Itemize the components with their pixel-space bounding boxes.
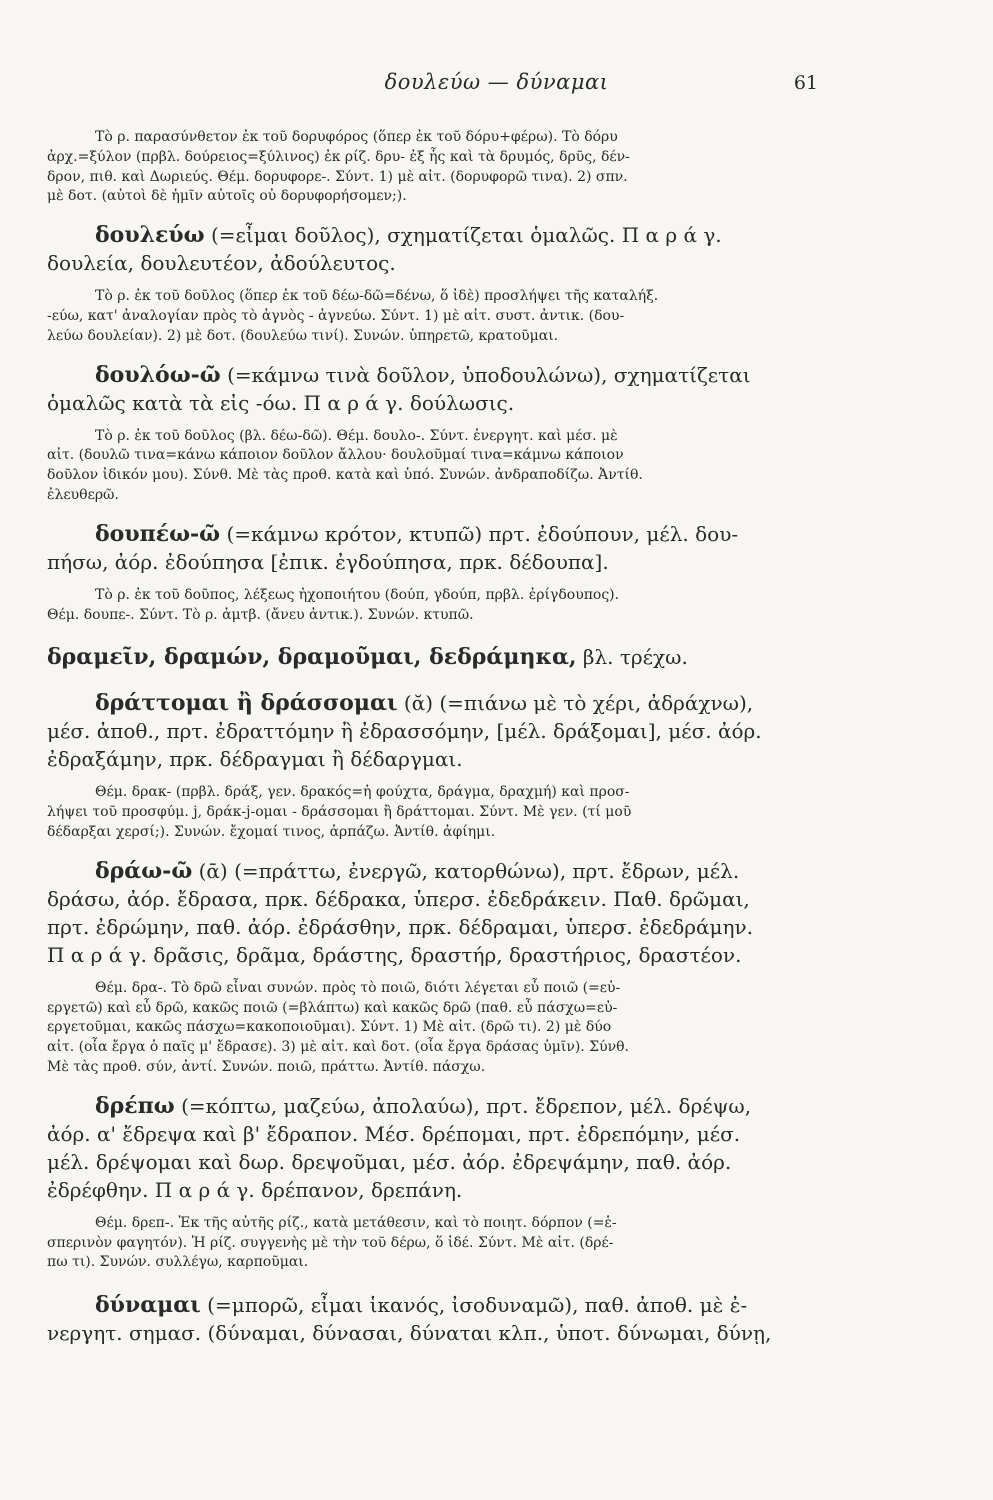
entry-text: (=κάμνω κρότον, κτυπῶ) πρτ. ἐδούπουν, μέλ. δου- [220, 521, 739, 546]
text-line: -εύω, κατ' ἀναλογίαν πρὸς τὸ ἁγνὸς - ἁγνεύω. Σύντ. 1) μὲ αἰτ. συστ. ἀντικ. (δου- [47, 307, 625, 324]
dictionary-entry [47, 221, 822, 277]
dictionary-entry [47, 1092, 822, 1204]
text-line [47, 1092, 822, 1120]
text-line [47, 520, 822, 548]
text-line: Θέμ. δρεπ-. Ἐκ τῆς αὐτῆς ρίζ., κατὰ μετάθεσιν, καὶ τὸ ποιητ. δόρπον (=ἑ- [95, 1214, 617, 1231]
text-line: αἰτ. (οἷα ἔργα ὁ παῖς μ' ἔδρασε). 3) μὲ αἰτ. καὶ δοτ. (οἷα ἔργα δράσας ὑμῖν). Σύνθ. [47, 1039, 629, 1056]
dictionary-entry [47, 1291, 822, 1347]
text-line: μέσ. ἀποθ., πρτ. ἐδραττόμην ἢ ἐδρασσόμην, [μέλ. δράξομαι], μέσ. ἀόρ. [47, 719, 762, 744]
entry-headword: δουλεύω [95, 222, 205, 249]
text-line: πρτ. ἐδρώμην, παθ. ἀόρ. ἐδράσθην, πρκ. δέδραμαι, ὑπερσ. ἐδεδράμην. [47, 914, 753, 939]
etymology-note [47, 979, 822, 1078]
entry-text: (=εἶμαι δοῦλος), σχηματίζεται ὁμαλῶς. Π α ρ ά γ. [204, 223, 722, 248]
text-line: νεργητ. σημασ. (δύναμαι, δύνασαι, δύναται κλπ., ὑποτ. δύνωμαι, δύνῃ, [47, 1321, 772, 1346]
text-line: ὁμαλῶς κατὰ τὰ εἰς -όω. Π α ρ ά γ. δούλωσις. [47, 390, 515, 415]
text-line: δράσω, ἀόρ. ἔδρασα, πρκ. δέδρακα, ὑπερσ. ἐδεδράκειν. Παθ. δρῶμαι, [47, 886, 750, 911]
entry-text: (=κόπτω, μαζεύω, ἀπολαύω), πρτ. ἔδρεπον, μέλ. δρέψω, [174, 1093, 752, 1118]
entry-text: βλ. τρέχω. [576, 645, 688, 670]
text-line: Τὸ ρ. ἐκ τοῦ δοῦπος, λέξεως ἠχοποιήτου (δούπ, γδούπ, πρβλ. ἐρίγδουπος). [95, 586, 620, 603]
entry-text: (ᾱ) (=πράττω, ἐνεργῶ, κατορθώνω), πρτ. ἔδρων, μέλ. [192, 858, 740, 883]
running-head: δουλεύω — δύναμαι [384, 70, 609, 94]
text-line: πω τι). Συνών. συλλέγω, καρποῦμαι. [47, 1254, 309, 1271]
entry-headword: δραμεῖν, δραμών, δραμοῦμαι, δεδράμηκα, [47, 644, 577, 671]
text-line: Θέμ. δουπε-. Σύντ. Τὸ ρ. ἀμτβ. (ἄνευ ἀντικ.). Συνών. κτυπῶ. [47, 606, 474, 623]
text-line: εργετῶ) καὶ εὖ δρῶ, κακῶς ποιῶ (=βλάπτω) καὶ κακῶς δρῶ (παθ. εὖ πάσχω=εὐ- [47, 999, 618, 1016]
text-line: λεύω δουλείαν). 2) μὲ δοτ. (δουλεύω τινί). Συνών. ὑπηρετῶ, κρατοῦμαι. [47, 327, 559, 344]
text-line: μὲ δοτ. (αὐτοὶ δὲ ἡμῖν αὐτοῖς οὐ δορυφορήσομεν;). [47, 188, 407, 205]
text-line: Τὸ ρ. παρασύνθετον ἐκ τοῦ δορυφόρος (ὅπερ ἐκ τοῦ δόρυ+φέρω). Τὸ δόρυ [95, 129, 618, 145]
text-line [47, 221, 822, 249]
text-line: λήψει τοῦ προσφύμ. j, δράκ-j-ομαι - δράσσομαι ἢ δράττομαι. Σύντ. Μὲ γεν. (τί μοῦ [47, 804, 632, 821]
text-line: Θέμ. δρακ- (πρβλ. δράξ, γεν. δρακός=ἡ φούχτα, δράγμα, δραχμή) καὶ προσ- [95, 784, 630, 801]
text-line [47, 643, 822, 671]
entry-text: (=κάμνω τινὰ δοῦλον, ὑποδουλώνω), σχηματίζεται [220, 362, 751, 387]
dictionary-entry [47, 643, 822, 671]
dictionary-entry [47, 857, 822, 969]
entry-headword: δουπέω-ῶ [95, 520, 221, 547]
text-line: δρον, πιθ. καὶ Δωριεύς. Θέμ. δορυφορε-. Σύντ. 1) μὲ αἰτ. (δορυφορῶ τινα). 2) σπν. [47, 168, 628, 185]
text-line: αἰτ. (δουλῶ τινα=κάνω κάποιον δοῦλον ἄλλου· δουλοῦμαί τινα=κάμνω κάποιον [47, 447, 624, 464]
entry-headword: δράττομαι ἢ δράσσομαι [95, 690, 398, 717]
text-line: σπερινὸν φαγητόν). Ἡ ρίζ. συγγενὴς μὲ τὴν τοῦ δέρω, ὅ ἰδέ. Σύντ. Μὲ αἰτ. (δρέ- [47, 1234, 614, 1251]
etymology-note [47, 427, 822, 506]
text-line: μέλ. δρέψομαι καὶ δωρ. δρεψοῦμαι, μέσ. ἀόρ. ἐδρεψάμην, παθ. ἀόρ. [47, 1149, 732, 1174]
entry-headword: δουλόω-ῶ [95, 361, 221, 388]
text-line [47, 1291, 822, 1319]
text-line: ἐδραξάμην, πρκ. δέδραγμαι ἢ δέδαργμαι. [47, 747, 463, 772]
text-line [47, 857, 822, 885]
text-line: ἀόρ. α' ἔδρεψα καὶ β' ἔδραπον. Μέσ. δρέπομαι, πρτ. ἐδρεπόμην, μέσ. [47, 1121, 741, 1146]
text-line: ἐλευθερῶ. [47, 486, 119, 503]
entry-text: (=μπορῶ, εἶμαι ἱκανός, ἰσοδυναμῶ), παθ. ἀποθ. μὲ ἐ- [200, 1293, 748, 1318]
entry-headword: δύναμαι [95, 1292, 201, 1319]
text-line: δουλεία, δουλευτέον, ἀδούλευτος. [47, 251, 396, 276]
etymology-note [47, 586, 822, 626]
dictionary-entry [47, 689, 822, 773]
dictionary-entry [47, 520, 822, 576]
text-line: Τὸ ρ. ἐκ τοῦ δοῦλος (βλ. δέω-δῶ). Θέμ. δουλο-. Σύντ. ἐνεργητ. καὶ μέσ. μὲ [95, 427, 618, 444]
text-line: εργετοῦμαι, κακῶς πάσχω=κακοποιοῦμαι). Σύντ. 1) Μὲ αἰτ. (δρῶ τι). 2) μὲ δύο [47, 1019, 612, 1036]
text-line: Π α ρ ά γ. δρᾶσις, δρᾶμα, δράστης, δραστήρ, δραστήριος, δραστέον. [47, 942, 742, 967]
etymology-note [47, 128, 822, 207]
etymology-note [47, 783, 822, 842]
dictionary-entry [47, 361, 822, 417]
page-number: 61 [793, 72, 818, 94]
text-line [47, 361, 822, 389]
text-line: δοῦλον ἰδικόν μου). Σύνθ. Μὲ τὰς προθ. κατὰ καὶ ὑπό. Συνών. ἀνδραποδίζω. Ἀντίθ. [47, 467, 643, 484]
text-line: δέδαρξαι χερσί;). Συνών. ἔχομαί τινος, ἁρπάζω. Ἀντίθ. ἀφίημι. [47, 823, 496, 840]
text-line: Μὲ τὰς προθ. σύν, ἀντί. Συνών. ποιῶ, πράττω. Ἀντίθ. πάσχω. [47, 1058, 486, 1075]
text-line: Τὸ ρ. ἐκ τοῦ δοῦλος (ὅπερ ἐκ τοῦ δέω-δῶ=δένω, ὅ ἰδὲ) προσλήψει τῆς καταλήξ. [95, 288, 659, 305]
etymology-note [47, 1214, 822, 1273]
entry-headword: δρέπω [95, 1092, 175, 1119]
text-line [47, 689, 822, 717]
text-line: ἀρχ.=ξύλον (πρβλ. δούρειος=ξύλινος) ἐκ ρίζ. δρυ- ἐξ ἧς καὶ τὰ δρυμός, δρῦς, δέν- [47, 148, 630, 165]
etymology-note [47, 287, 822, 346]
text-line: Θέμ. δρα-. Τὸ δρῶ εἶναι συνών. πρὸς τὸ ποιῶ, διότι λέγεται εὖ ποιῶ (=εὐ- [95, 979, 621, 996]
page-body [47, 128, 822, 1347]
text-line: πήσω, ἀόρ. ἐδούπησα [ἐπικ. ἐγδούπησα, πρκ. δέδουπα]. [47, 549, 609, 574]
text-line: ἐδρέφθην. Π α ρ ά γ. δρέπανον, δρεπάνη. [47, 1177, 463, 1202]
entry-text: (ᾰ) (=πιάνω μὲ τὸ χέρι, ἀδράχνω), [397, 691, 754, 716]
entry-headword: δράω-ῶ [95, 857, 193, 884]
